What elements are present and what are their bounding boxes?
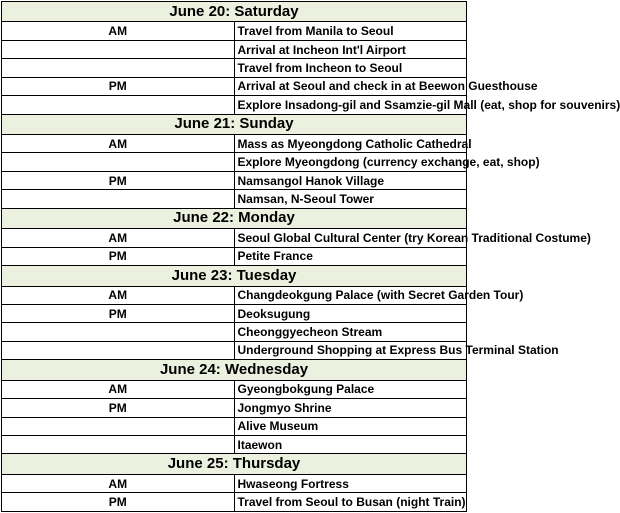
time-period (2, 190, 235, 208)
day-header-row (2, 2, 467, 22)
itinerary-table (1, 1, 620, 512)
activity: Travel from Manila to Seoul (234, 22, 467, 40)
activity: Explore Myeongdong (currency exchange, eat, shop) (234, 153, 467, 171)
activity: Deoksugung (234, 304, 467, 322)
time-period (2, 96, 235, 114)
time-period: PM (2, 171, 235, 189)
itinerary-row (2, 190, 467, 208)
activity: Changdeokgung Palace (with Secret Garden Tour) (234, 286, 467, 304)
itinerary-row (2, 171, 467, 189)
itinerary-row (2, 435, 467, 453)
day-header-row (2, 208, 467, 228)
time-period (2, 341, 235, 359)
activity: Jongmyo Shrine (234, 399, 467, 417)
activity: Travel from Seoul to Busan (night Train) (234, 493, 467, 512)
activity: Alive Museum (234, 417, 467, 435)
day-title: June 21: Sunday (2, 114, 467, 134)
day-header-row (2, 454, 467, 474)
itinerary-row (2, 399, 467, 417)
time-period: AM (2, 229, 235, 247)
itinerary-row (2, 304, 467, 322)
itinerary-row (2, 22, 467, 40)
activity: Seoul Global Cultural Center (try Korean Traditional Costume) (234, 229, 467, 247)
itinerary-row (2, 153, 467, 171)
time-period: AM (2, 286, 235, 304)
itinerary-row (2, 40, 467, 58)
day-header-row (2, 114, 467, 134)
activity: Mass as Myeongdong Catholic Cathedral (234, 135, 467, 153)
itinerary-row (2, 77, 467, 95)
day-header-row (2, 266, 467, 286)
itinerary-row (2, 341, 467, 359)
day-title: June 20: Saturday (2, 2, 467, 22)
time-period: PM (2, 493, 235, 512)
day-title: June 25: Thursday (2, 454, 467, 474)
itinerary-row (2, 59, 467, 77)
activity: Petite France (234, 247, 467, 265)
day-title: June 24: Wednesday (2, 360, 467, 380)
time-period: AM (2, 22, 235, 40)
activity: Cheonggyecheon Stream (234, 323, 467, 341)
time-period (2, 417, 235, 435)
day-header-row (2, 360, 467, 380)
itinerary-row (2, 380, 467, 398)
itinerary-row (2, 286, 467, 304)
itinerary-body (2, 2, 620, 512)
time-period (2, 153, 235, 171)
time-period (2, 40, 235, 58)
time-period (2, 59, 235, 77)
activity: Explore Insadong-gil and Ssamzie-gil Mall (eat, shop for souvenirs) (234, 96, 467, 114)
time-period: PM (2, 304, 235, 322)
activity: Arrival at Seoul and check in at Beewon Guesthouse (234, 77, 467, 95)
day-title: June 22: Monday (2, 208, 467, 228)
activity: Arrival at Incheon Int'l Airport (234, 40, 467, 58)
time-period: AM (2, 135, 235, 153)
time-period (2, 435, 235, 453)
day-title: June 23: Tuesday (2, 266, 467, 286)
itinerary-row (2, 493, 467, 512)
itinerary-row (2, 474, 467, 492)
itinerary-row (2, 417, 467, 435)
activity: Namsangol Hanok Village (234, 171, 467, 189)
time-period (2, 323, 235, 341)
time-period: PM (2, 77, 235, 95)
time-period: PM (2, 247, 235, 265)
itinerary-row (2, 229, 467, 247)
itinerary-row (2, 323, 467, 341)
itinerary-row (2, 135, 467, 153)
activity: Travel from Incheon to Seoul (234, 59, 467, 77)
time-period: AM (2, 380, 235, 398)
activity: Underground Shopping at Express Bus Terminal Station (234, 341, 467, 359)
activity: Namsan, N-Seoul Tower (234, 190, 467, 208)
itinerary-row (2, 96, 467, 114)
time-period: PM (2, 399, 235, 417)
activity: Itaewon (234, 435, 467, 453)
itinerary-row (2, 247, 467, 265)
time-period: AM (2, 474, 235, 492)
activity: Gyeongbokgung Palace (234, 380, 467, 398)
activity: Hwaseong Fortress (234, 474, 467, 492)
